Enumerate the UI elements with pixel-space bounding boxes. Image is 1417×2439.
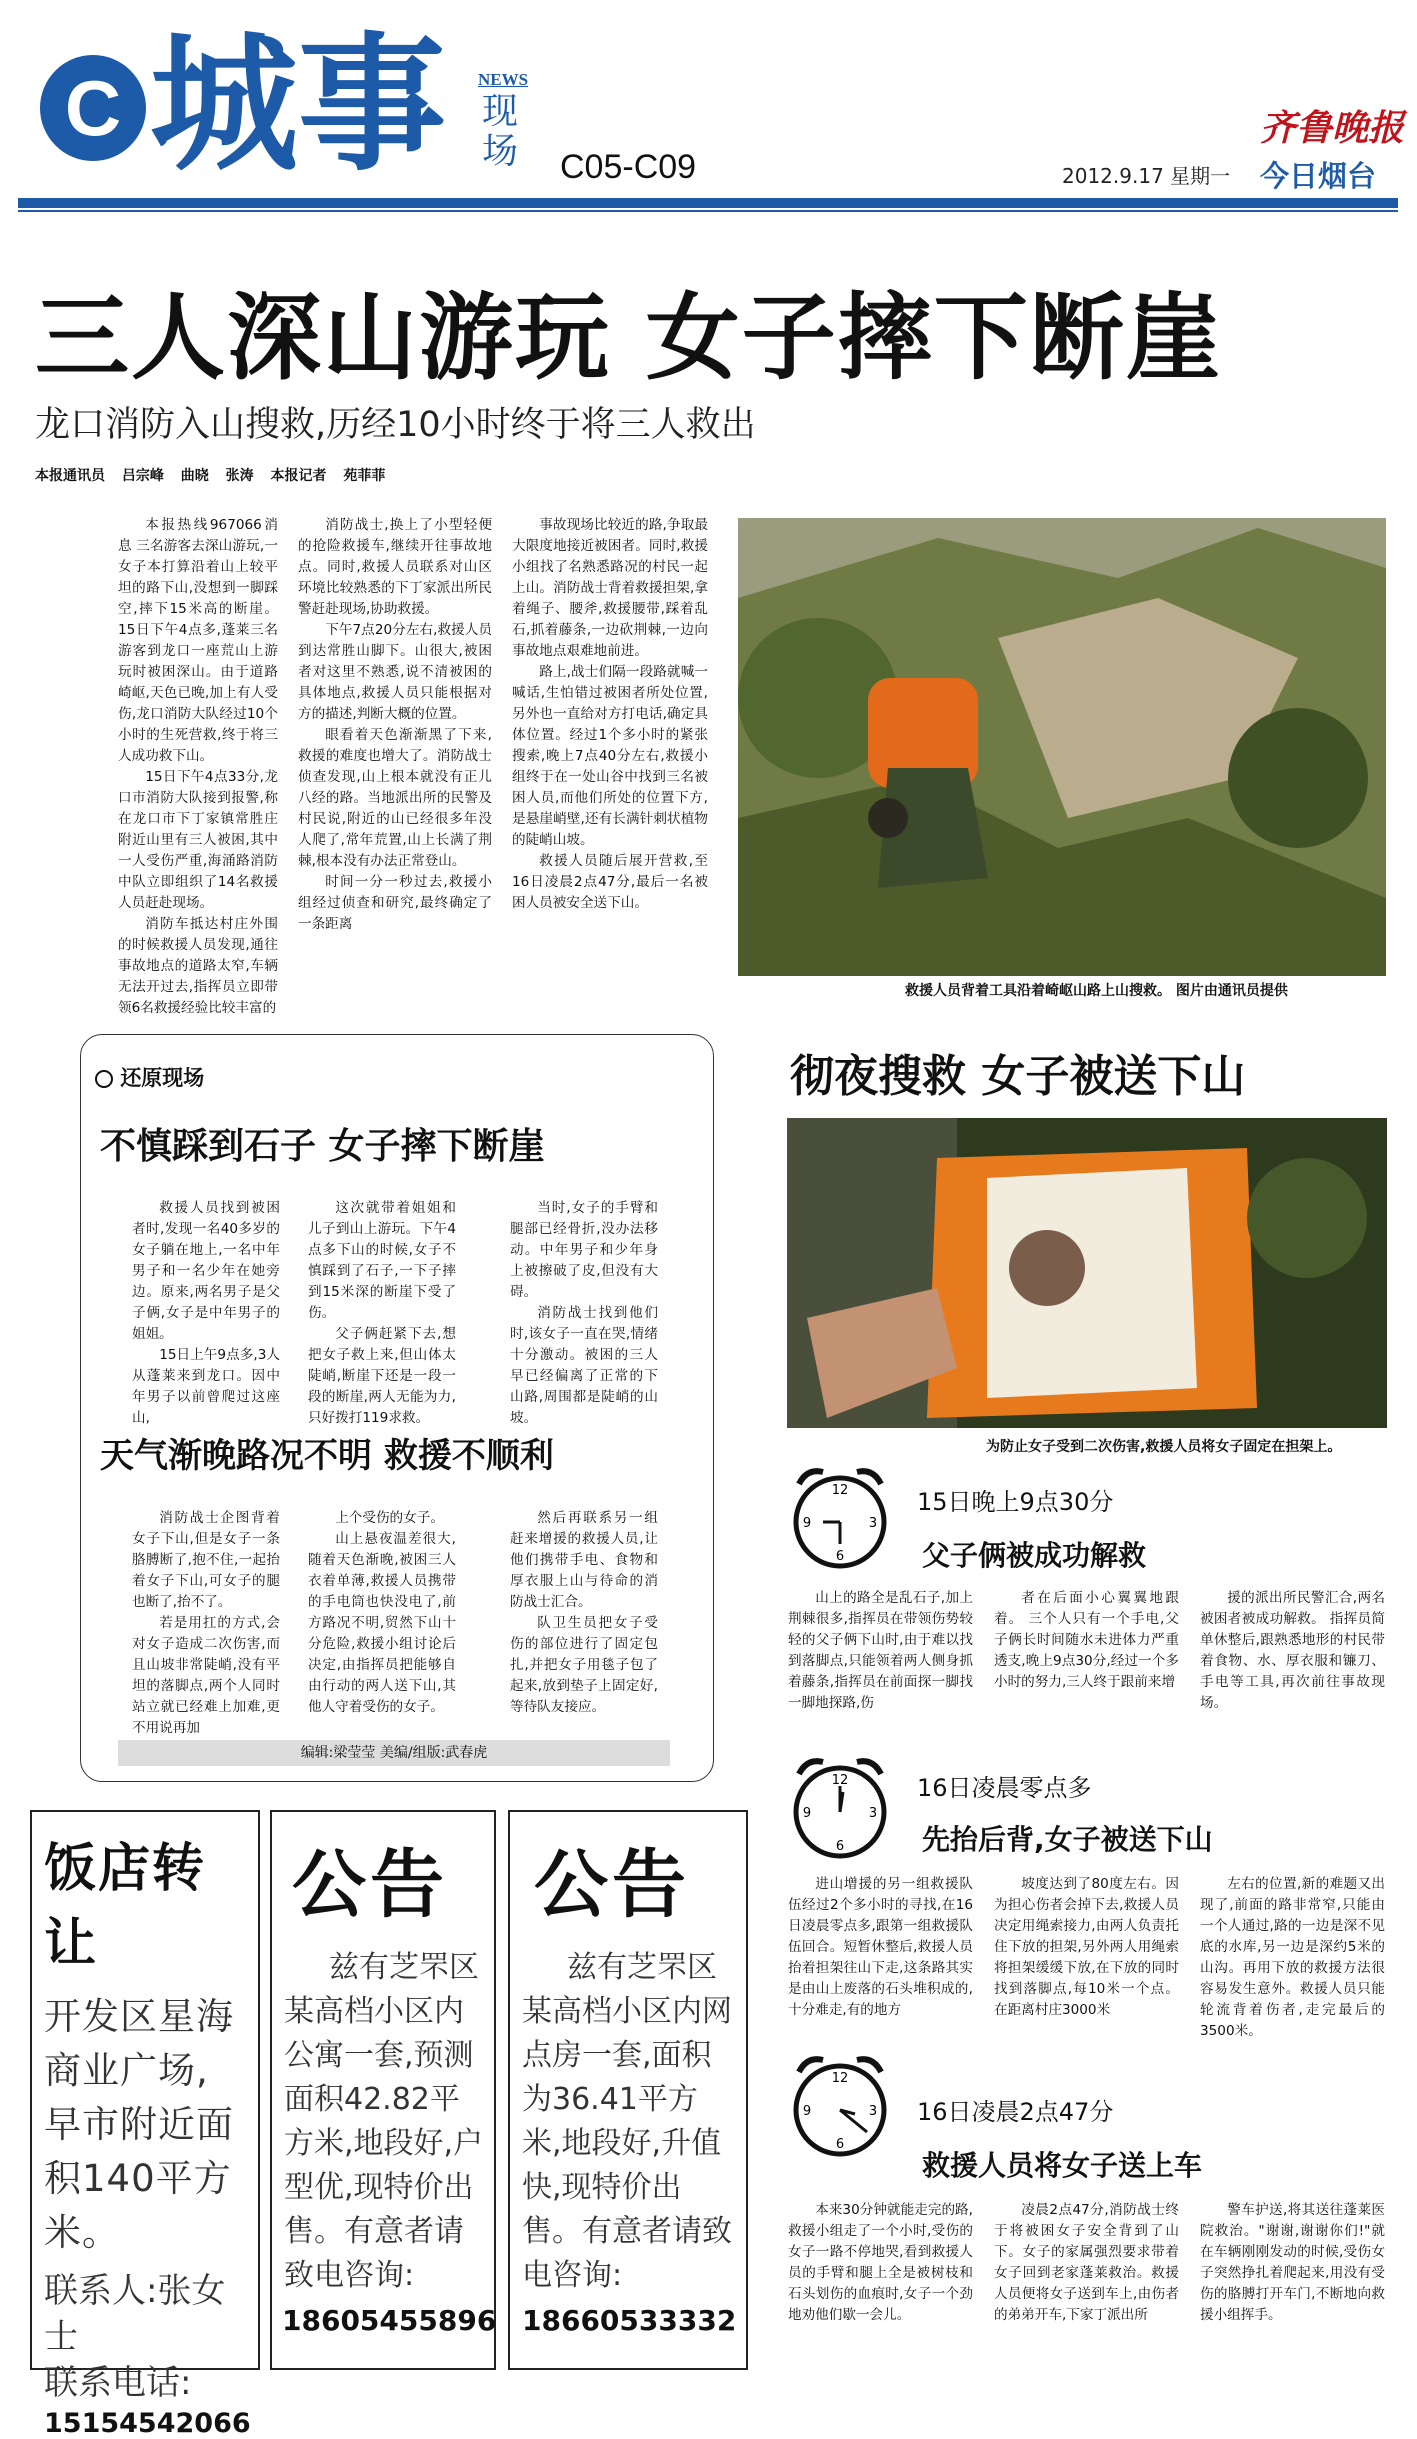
sidebar-col-1b — [308, 1198, 456, 1429]
svg-text:6: 6 — [835, 1549, 845, 1564]
tag-icon — [95, 1070, 113, 1088]
timeline-1-col-2 — [994, 1588, 1179, 1693]
svg-text:3: 3 — [868, 1806, 878, 1821]
timeline-1-title: 父子俩被成功解救 — [922, 1539, 1147, 1572]
alarm-clock-icon — [785, 1462, 895, 1572]
svg-text:9: 9 — [802, 1516, 812, 1531]
alarm-clock-icon — [785, 2050, 895, 2160]
classified-ad-1 — [30, 1810, 260, 2439]
ad-body: 兹有芝罘区某高档小区内网点房一套,面积为36.41平方米,地段好,升值快,现特价出售。有意者请致电咨询: — [522, 1950, 732, 2293]
sidebar-paragraph: 队卫生员把女子受伤的部位进行了固定包扎,并把女子用毯子包了起来,放到垫子上固定好,等待队友接应。 — [510, 1615, 658, 1715]
timeline-1-col-3 — [1200, 1588, 1385, 1714]
photo-illustration — [738, 518, 1386, 976]
masthead-rule-thin — [18, 210, 1398, 212]
newspaper-logo: 齐鲁晚报 — [1260, 107, 1405, 149]
masthead-rule — [18, 198, 1398, 208]
article-paragraph: 救援人员随后展开营救,至16日凌晨2点47分,最后一名被困人员被安全送下山。 — [512, 853, 708, 911]
ad-phone: 18660533332 — [522, 2304, 737, 2337]
issue-date: 2012.9.17 星期一 — [1062, 164, 1231, 188]
article-paragraph: 消防战士,换上了小型轻便的抢险救援车,继续开往事故地点。同时,救援人员联系对山区环境比较熟悉的下丁家派出所民警赶赴现场,协助救援。 — [298, 517, 492, 617]
timeline-3-col-1 — [788, 2200, 973, 2326]
section-logo-c: C — [40, 55, 146, 161]
page-range: C05-C09 — [560, 148, 697, 186]
article-paragraph: 消防车抵达村庄外围的时候救援人员发现,通往事故地点的道路太窄,车辆无法开过去,指挥员立即带领6名救援经验比较丰富的 — [118, 916, 278, 1016]
sidebar-paragraph: 这次就带着姐姐和儿子到山上游玩。下午4点多下山的时候,女子不慎踩到了石子,一下子摔到15米深的断崖下受了伤。 — [308, 1200, 456, 1321]
svg-text:6: 6 — [835, 2137, 845, 2152]
article-paragraph: 路上,战士们隔一段路就喊一喊话,生怕错过被困者所处位置,另外也一直给对方打电话,确定具体位置。经过1个多小时的紧张搜索,晚上7点40分左右,救援小组终于在一处山谷中找到三名被困人员,而他们所处的位置下方,是悬崖峭壁,还有长满针刺状植物的陡峭山坡。 — [512, 664, 708, 848]
article-paragraph: 事故现场比较近的路,争取最大限度地接近被困者。同时,救援小组找了名熟悉路况的村民一起上山。消防战士背着救援担架,拿着绳子、腰斧,救援腰带,踩着乱石,抓着藤条,一边砍荆棘,一边向事故地点艰难地前进。 — [512, 517, 708, 659]
classified-ad-2 — [270, 1810, 496, 2370]
alarm-clock-icon — [785, 1752, 895, 1862]
sidebar-tag — [95, 1062, 204, 1092]
timeline-paragraph: 者在后面小心翼翼地跟着。 三个人只有一个手电,父子俩长时间随水未进体力严重透支,晚上9点30分,经过一个多小时的努力,三人终于跟前来增 — [994, 1590, 1179, 1690]
sidebar-paragraph: 上个受伤的女子。 — [335, 1510, 444, 1526]
svg-text:9: 9 — [802, 2104, 812, 2119]
ad-phone-label: 联系电话: — [44, 2363, 192, 2403]
timeline-paragraph: 左右的位置,新的难题又出现了,前面的路非常窄,只能由一个人通过,路的一边是深不见底的水库,另一边是深约5米的山沟。再用下放的救援方法很容易发生意外。救援人员只能轮流背着伤者,走完最后的3500米。 — [1200, 1876, 1385, 2039]
timeline-3-time: 16日凌晨2点47分 — [917, 2098, 1114, 2126]
main-headline: 三人深山游玩 女子摔下断崖 — [35, 284, 1222, 393]
news-label: NEWS — [478, 70, 529, 89]
svg-text:12: 12 — [831, 1483, 849, 1498]
ad-phone: 18605455896 — [282, 2304, 497, 2337]
timeline-3-col-2 — [994, 2200, 1179, 2326]
ad-phone: 15154542066 — [44, 2408, 251, 2439]
sidebar-col-2b — [308, 1508, 456, 1718]
timeline-2-col-2 — [994, 1874, 1179, 2021]
svg-text:12: 12 — [831, 1773, 849, 1788]
timeline-paragraph: 凌晨2点47分,消防战士终于将被困女子安全背到了山下。女子的家属强烈要求带着女子回到老家蓬莱救治。救援人员便将女子送到车上,由伤者的弟弟开车,下家丁派出所 — [994, 2202, 1179, 2323]
section-title: 城事 — [150, 19, 446, 191]
timeline-paragraph: 援的派出所民警汇合,两名被困者被成功解救。 指挥员简单休整后,跟熟悉地形的村民带着食物、水、厚衣服和镰刀、手电等工具,再次前往事故现场。 — [1200, 1590, 1385, 1711]
classified-ad-3 — [508, 1810, 748, 2370]
sidebar-paragraph: 消防战士找到他们时,该女子一直在哭,情绪十分激动。被困的三人早已经偏离了正常的下山路,周围都是陡峭的山坡。 — [510, 1305, 658, 1426]
svg-text:3: 3 — [868, 2104, 878, 2119]
right-heading: 彻夜搜救 女子被送下山 — [790, 1051, 1246, 1102]
stretcher-illustration — [787, 1118, 1387, 1428]
timeline-3-title: 救援人员将女子送上车 — [922, 2149, 1203, 2182]
timeline-2-col-1 — [788, 1874, 973, 2021]
edition-name: 今日烟台 — [1260, 159, 1377, 193]
sidebar-heading-1: 不慎踩到石子 女子摔下断崖 — [100, 1126, 545, 1167]
sidebar-col-2c — [510, 1508, 658, 1718]
article-column-2 — [298, 515, 492, 935]
article-paragraph: 本报热线967066消息 三名游客去深山游玩,一女子本打算沿着山上较平坦的路下山,没想到一脚踩空,摔下15米高的断崖。15日下午4点多,蓬莱三名游客到龙口一座荒山上游玩时被困深山。由于道路崎岖,天色已晚,加上有人受伤,龙口消防大队经过10个小时的生死营救,终于将三人成功救下山。 — [118, 517, 278, 764]
sidebar-col-2a — [132, 1508, 280, 1739]
article-paragraph: 15日下午4点33分,龙口市消防大队接到报警,称在龙口市下丁家镇常胜庄附近山里有三人被困,其中一人受伤严重,海涌路消防中队立即组织了14名救援人员赶赴现场。 — [118, 769, 278, 911]
timeline-paragraph: 山上的路全是乱石子,加上荆棘很多,指挥员在带领伤势较轻的父子俩下山时,由于难以找到落脚点,只能领着两人侧身抓着藤条,指挥员在前面探一脚找一脚地探路,伤 — [788, 1590, 973, 1711]
photo-2-caption: 为防止女子受到二次伤害,救援人员将女子固定在担架上。 — [986, 1439, 1342, 1455]
article-paragraph: 眼看着天色渐渐黑了下来,救援的难度也增大了。消防战士侦查发现,山上根本就没有正儿八经的路。当地派出所的民警及村民说,附近的山已经很多年没人爬了,常年荒置,山上长满了荆棘,根本没有办法正常登山。 — [298, 727, 492, 869]
sidebar-col-1c — [510, 1198, 658, 1429]
article-column-1 — [118, 515, 278, 1019]
timeline-1-col-1 — [788, 1588, 973, 1714]
sub-headline: 龙口消防入山搜救,历经10小时终于将三人救出 — [35, 405, 756, 445]
svg-text:3: 3 — [868, 1516, 878, 1531]
sidebar-paragraph: 若是用扛的方式,会对女子造成二次伤害,而且山坡非常陡峭,没有平坦的落脚点,两个人同时站立就已经难上加难,更不用说再加 — [132, 1615, 280, 1736]
sidebar-paragraph: 然后再联系另一组赶来增援的救援人员,让他们携带手电、食物和厚衣服上山与待命的消防战士汇合。 — [510, 1510, 658, 1610]
article-column-3 — [512, 515, 708, 914]
ad-title: 公告 — [292, 1842, 448, 1928]
timeline-2-title: 先抬后背,女子被送下山 — [922, 1823, 1213, 1856]
timeline-1-time: 15日晚上9点30分 — [917, 1488, 1114, 1516]
sidebar-paragraph: 当时,女子的手臂和腿部已经骨折,没办法移动。中年男子和少年身上被擦破了皮,但没有大碍。 — [510, 1200, 658, 1300]
timeline-paragraph: 本来30分钟就能走完的路,救援小组走了一个小时,受伤的女子一路不停地哭,看到救援人员的手臂和腿上全是被树枝和石头划伤的血痕时,女子一个劲地劝他们歇一会儿。 — [788, 2202, 973, 2323]
editor-credit: 编辑:梁莹莹 美编/组版:武春虎 — [118, 1740, 670, 1766]
sidebar-paragraph: 消防战士企图背着女子下山,但是女子一条胳膊断了,抱不住,一起抬着女子下山,可女子的腿也断了,抬不了。 — [132, 1510, 280, 1610]
timeline-2-time: 16日凌晨零点多 — [917, 1774, 1092, 1802]
xianchang-label: 现场 — [482, 91, 519, 172]
ad-title: 公告 — [534, 1842, 690, 1928]
timeline-paragraph: 进山增援的另一组救援队伍经过2个多小时的寻找,在16日凌晨零点多,跟第一组救援队伍回合。短暂休整后,救援人员抬着担架往山下走,这条路其实是由山上废落的石头堆积成的,十分难走,有的地方 — [788, 1876, 973, 2018]
svg-text:12: 12 — [831, 2071, 849, 2086]
timeline-paragraph: 坡度达到了80度左右。因为担心伤者会掉下去,救援人员决定用绳索接力,由两人负责托住下放的担架,另外两人用绳索将担架缓缓下放,在下放的同时找到落脚点,每10米一个点。 在距离村庄3000米 — [994, 1876, 1179, 2018]
article-paragraph: 时间一分一秒过去,救援小组经过侦查和研究,最终确定了一条距离 — [298, 874, 492, 932]
ad-title: 饭店转让 — [44, 1839, 207, 1974]
timeline-paragraph: 警车护送,将其送往蓬莱医院救治。"谢谢,谢谢你们!"就在车辆刚刚发动的时候,受伤女子突然挣扎着爬起来,用没有受伤的胳膊打开车门,不断地向救援小组挥手。 — [1200, 2202, 1385, 2323]
sidebar-paragraph: 15日上午9点多,3人从蓬莱来到龙口。因中年男子以前曾爬过这座山, — [132, 1347, 280, 1426]
sidebar-col-1a — [132, 1198, 280, 1429]
rescue-photo-2 — [787, 1118, 1387, 1428]
article-paragraph: 下午7点20分左右,救援人员到达常胜山脚下。山很大,被困者对这里不熟悉,说不清被困的具体地点,救援人员只能根据对方的描述,判断大概的位置。 — [298, 622, 492, 722]
sidebar-paragraph: 父子俩赶紧下去,想把女子救上来,但山体太陡峭,断崖下还是一段一段的断崖,两人无能为力,只好拨打119求救。 — [308, 1326, 456, 1426]
rescue-photo-1 — [738, 518, 1386, 976]
ad-body: 兹有芝罘区某高档小区内公寓一套,预测面积42.82平方米,地段好,户型优,现特价出售。有意者请致电咨询: — [284, 1950, 484, 2293]
sidebar-paragraph: 山上悬夜温差很大,随着天色渐晚,被困三人衣着单薄,救援人员携带的手电筒也快没电了,前方路况不明,贸然下山十分危险,救援小组讨论后决定,由指挥员把能够自由行动的两人送下山,其他人守着受伤的女子。 — [308, 1531, 456, 1715]
sidebar-heading-2: 天气渐晚路况不明 救援不顺利 — [100, 1436, 554, 1476]
photo-1-caption: 救援人员背着工具沿着崎岖山路上山搜救。 图片由通讯员提供 — [905, 983, 1288, 999]
ad-contact: 联系人:张女士 — [44, 2271, 226, 2357]
byline: 本报通讯员 吕宗峰 曲晓 张涛 本报记者 苑菲菲 — [35, 468, 386, 484]
timeline-3-col-3 — [1200, 2200, 1385, 2326]
sidebar-paragraph: 救援人员找到被困者时,发现一名40多岁的女子躺在地上,一名中年男子和一名少年在她旁边。原来,两名男子是父子俩,女子是中年男子的姐姐。 — [132, 1200, 280, 1342]
sidebar-tag-label: 还原现场 — [120, 1066, 205, 1090]
svg-text:9: 9 — [802, 1806, 812, 1821]
ad-body: 开发区星海商业广场,早市附近面积140平方米。 — [44, 1995, 234, 2254]
timeline-2-col-3 — [1200, 1874, 1385, 2042]
svg-text:6: 6 — [835, 1839, 845, 1854]
